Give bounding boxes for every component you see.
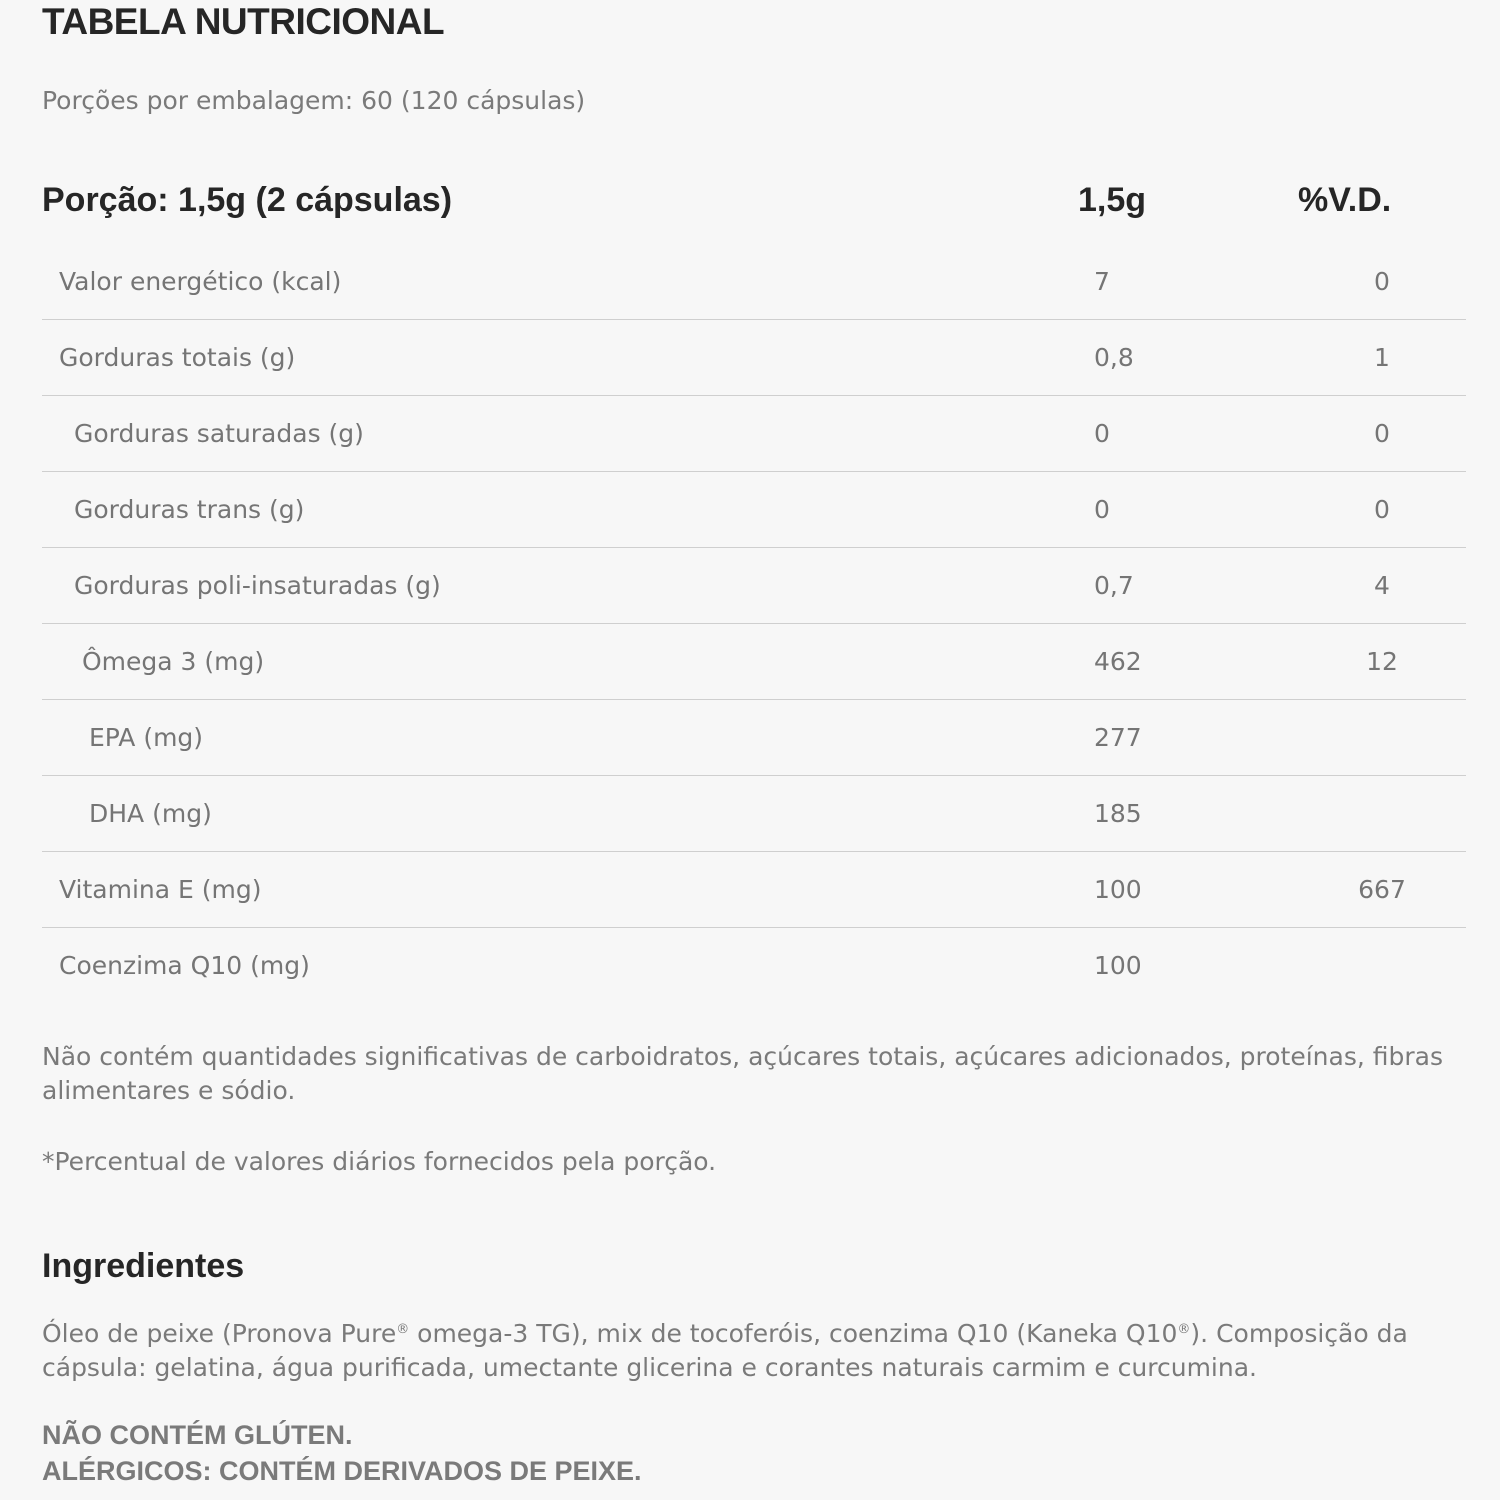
nutrient-daily-value: 4 xyxy=(1374,571,1390,600)
table-header xyxy=(42,175,1466,225)
table-row xyxy=(42,548,1466,624)
table-row xyxy=(42,776,1466,852)
nutrient-label: Ômega 3 (mg) xyxy=(82,647,265,676)
table-row xyxy=(42,928,1466,1003)
amount-header: 1,5g xyxy=(1078,181,1147,219)
table-row xyxy=(42,244,1466,320)
nutrient-label: EPA (mg) xyxy=(89,723,204,752)
ingredients-title: Ingredientes xyxy=(42,1247,245,1285)
table-row xyxy=(42,624,1466,700)
ingredients-text-part: ). Composição da cápsula: gelatina, água purificada, umectante glicerina e corantes naturais carmim e curcumina. xyxy=(42,1319,1408,1382)
nutrient-amount: 0,7 xyxy=(1094,571,1134,600)
nutrition-table xyxy=(42,244,1466,1003)
nutrient-daily-value: 0 xyxy=(1374,495,1390,524)
portion-header: Porção: 1,5g (2 cápsulas) xyxy=(42,181,453,219)
allergen-warning: ALÉRGICOS: CONTÉM DERIVADOS DE PEIXE. xyxy=(42,1456,642,1486)
nutrient-daily-value: 0 xyxy=(1374,419,1390,448)
daily-value-header: %V.D. xyxy=(1298,181,1392,219)
ingredients-text-part: omega-3 TG), mix de tocoferóis, coenzima Q10 (Kaneka Q10 xyxy=(409,1319,1178,1348)
nutrient-amount: 100 xyxy=(1094,875,1142,904)
ingredients-text-part: Óleo de peixe (Pronova Pure xyxy=(42,1319,397,1348)
nutrient-amount: 462 xyxy=(1094,647,1142,676)
nutrient-amount: 7 xyxy=(1094,267,1110,296)
nutrient-label: Gorduras totais (g) xyxy=(59,343,296,372)
page-title: TABELA NUTRICIONAL xyxy=(42,1,445,42)
nutrient-amount: 0 xyxy=(1094,495,1110,524)
registered-mark: ® xyxy=(1177,1322,1191,1337)
nutrient-amount: 0 xyxy=(1094,419,1110,448)
nutrient-daily-value: 12 xyxy=(1366,647,1398,676)
registered-mark: ® xyxy=(396,1322,410,1337)
table-row xyxy=(42,472,1466,548)
nutrient-label: Gorduras saturadas (g) xyxy=(74,419,364,448)
nutrient-amount: 0,8 xyxy=(1094,343,1134,372)
nutrient-daily-value: 0 xyxy=(1374,267,1390,296)
nutrient-label: Valor energético (kcal) xyxy=(59,267,342,296)
table-row xyxy=(42,320,1466,396)
nutrition-note: Não contém quantidades significativas de carboidratos, açúcares totais, açúcares adicionados, proteínas, fibras alimentares e sódio. xyxy=(42,1042,1443,1105)
nutrient-label: Gorduras trans (g) xyxy=(74,495,305,524)
table-row xyxy=(42,700,1466,776)
nutrient-label: Vitamina E (mg) xyxy=(59,875,262,904)
nutrient-label: DHA (mg) xyxy=(89,799,212,828)
ingredients-text xyxy=(42,1313,1466,1385)
nutrient-label: Gorduras poli-insaturadas (g) xyxy=(74,571,441,600)
servings-per-package: Porções por embalagem: 60 (120 cápsulas) xyxy=(42,86,586,115)
nutrient-label: Coenzima Q10 (mg) xyxy=(59,951,310,980)
nutrient-amount: 100 xyxy=(1094,951,1142,980)
nutrient-amount: 185 xyxy=(1094,799,1142,828)
table-row xyxy=(42,852,1466,928)
nutrient-daily-value: 1 xyxy=(1374,343,1390,372)
nutrient-amount: 277 xyxy=(1094,723,1142,752)
daily-value-footnote: *Percentual de valores diários fornecidos pela porção. xyxy=(42,1147,717,1176)
gluten-warning: NÃO CONTÉM GLÚTEN. xyxy=(42,1420,353,1450)
table-row xyxy=(42,396,1466,472)
nutrient-daily-value: 667 xyxy=(1358,875,1406,904)
